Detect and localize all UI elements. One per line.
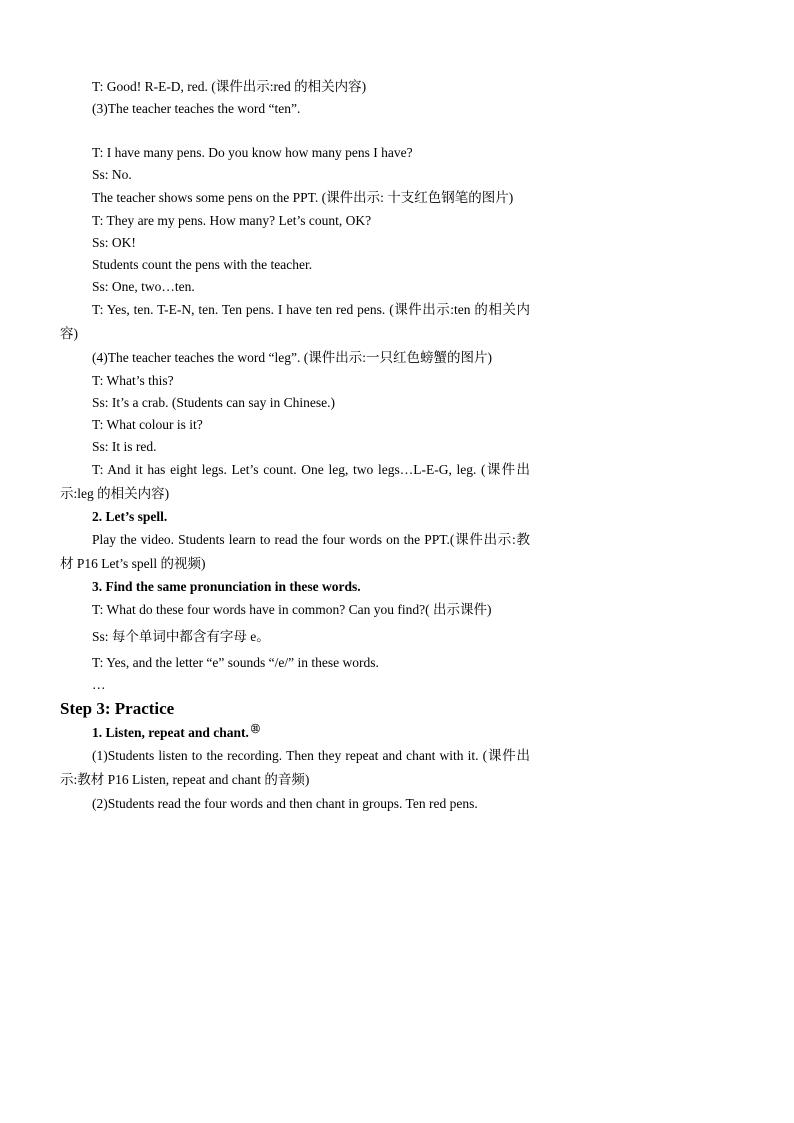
section-subheading [60, 722, 530, 744]
dialogue-paragraph: T: Yes, ten. T-E-N, ten. Ten pens. I have ten red pens. (课件出示:ten 的相关内容) [60, 302, 530, 341]
instruction-paragraph: (1)Students listen to the recording. Then they repeat and chant with it. (课件出示:教材 P16 Listen, repeat and chant 的音频) [60, 748, 530, 787]
dialogue-line: T: Good! R-E-D, red. (课件出示:red 的相关内容) [92, 79, 367, 94]
dialogue-paragraph: T: And it has eight legs. Let’s count. One leg, two legs…L-E-G, leg. (课件出示:leg 的相关内容) [60, 462, 530, 501]
subheading-text: 1. Listen, repeat and chant. [92, 725, 249, 740]
dialogue-line: Ss: OK! [92, 235, 136, 250]
instruction-paragraph: The teacher shows some pens on the PPT. (课件出示: 十支红色钢笔的图片) [92, 190, 514, 205]
dialogue-line: Ss: No. [92, 167, 132, 182]
dialogue-paragraph: T: What do these four words have in common? Can you find?( 出示课件) [92, 602, 492, 617]
step-heading: Step 3: Practice [60, 699, 175, 718]
dialogue-line: T: What colour is it? [92, 417, 203, 432]
blank-line [60, 120, 530, 142]
activity-paragraph: (4)The teacher teaches the word “leg”. (课件出示:一只红色螃蟹的图片) [92, 350, 492, 365]
dialogue-line: T: Yes, and the letter “e” sounds “/e/” in these words. [92, 655, 379, 670]
activity-line: (3)The teacher teaches the word “ten”. [92, 101, 301, 116]
dialogue-line: T: They are my pens. How many? Let’s count, OK? [92, 213, 372, 228]
dialogue-line: Ss: It’s a crab. (Students can say in Chinese.) [92, 395, 335, 410]
dialogue-line: Ss: 每个单词中都含有字母 e。 [92, 629, 270, 644]
instruction-paragraph: (2)Students read the four words and then chant in groups. Ten red pens. [92, 796, 478, 811]
instruction-paragraph: Play the video. Students learn to read the four words on the PPT.(课件出示:教材 P16 Let’s spell 的视频) [60, 532, 530, 571]
instruction-line: Students count the pens with the teacher. [92, 257, 313, 272]
dialogue-line: Ss: One, two…ten. [92, 279, 195, 294]
section-subheading: 2. Let’s spell. [92, 509, 168, 524]
document-body [60, 76, 530, 816]
dialogue-line: Ss: It is red. [92, 439, 157, 454]
footnote-marker: ㉛ [250, 723, 260, 734]
dialogue-line: T: What’s this? [92, 373, 174, 388]
section-subheading: 3. Find the same pronunciation in these words. [92, 579, 361, 594]
ellipsis-line: … [92, 677, 106, 692]
dialogue-line: T: I have many pens. Do you know how many pens I have? [92, 145, 413, 160]
